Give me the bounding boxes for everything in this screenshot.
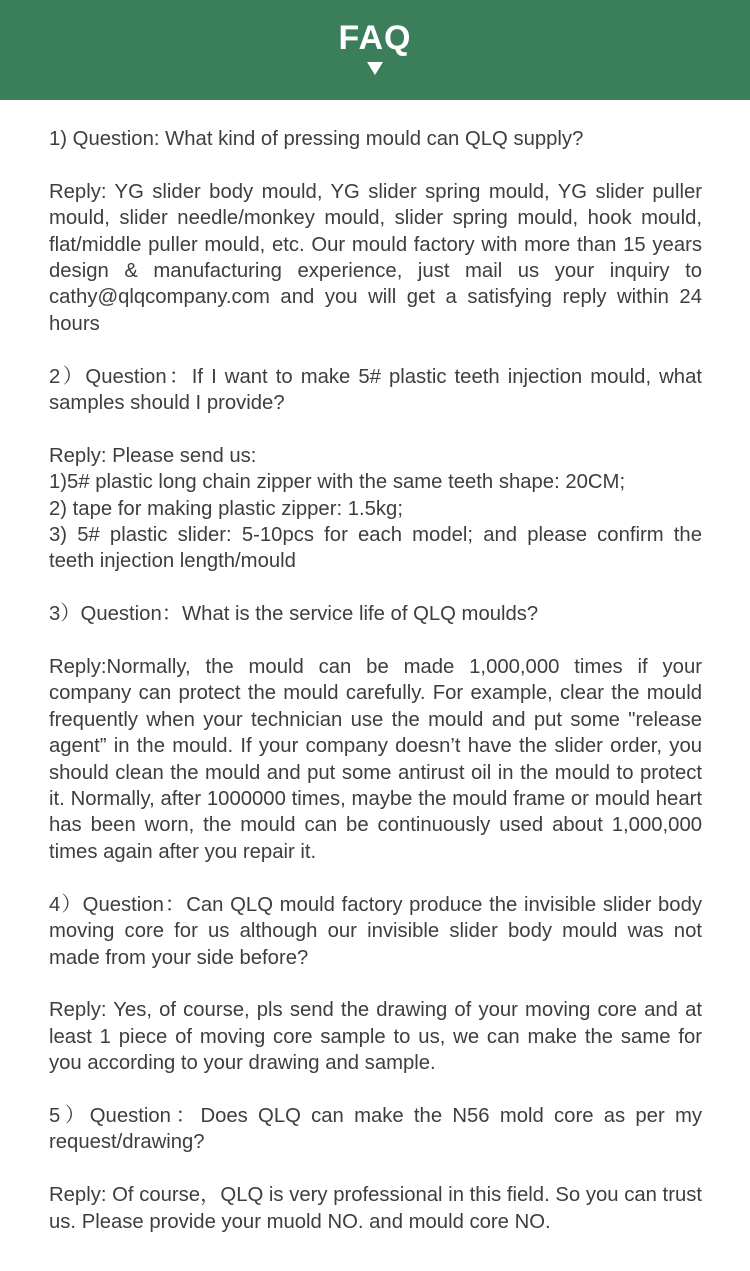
faq-header — [0, 0, 750, 100]
faq-content — [49, 100, 702, 1235]
faq-item-4 — [49, 892, 702, 1077]
faq-reply-3: Reply:Normally, the mould can be made 1,000,000 times if your company can protect the mould carefully. For example, clear the mould frequently when your technician use the mould and put some "release agent” in the mould. If your company doesn’t have the slider order, you should clean the mould and put some antirust oil in the mould to protect it. Normally, after 1000000 times, maybe the mould frame or mould heart has been worn, the mould can be continuously used about 1,000,000 times again after you repair it. — [49, 656, 702, 863]
faq-item-1 — [49, 126, 702, 337]
faq-reply-1: Reply: YG slider body mould, YG slider spring mould, YG slider puller mould, slider needle/monkey mould, slider spring mould, hook mould, flat/middle puller mould, etc. Our mould factory with more than 15 years design & manufacturing experience, just mail us your inquiry to cathy@qlqcompany.com and you will get a satisfying reply within 24 hours — [49, 180, 702, 335]
faq-reply-2-line-4: 3) 5# plastic slider: 5-10pcs for each model; and please confirm the teeth injection length/mould — [49, 524, 702, 573]
triangle-down-icon — [367, 62, 383, 75]
faq-question-1: 1) Question: What kind of pressing mould can QLQ supply? — [49, 128, 584, 150]
faq-question-5: 5）Question：Does QLQ can make the N56 mold core as per my request/drawing? — [49, 1104, 702, 1154]
faq-reply-2-line-1: Reply: Please send us: — [49, 444, 257, 467]
faq-reply-2-line-3: 2) tape for making plastic zipper: 1.5kg; — [49, 497, 403, 520]
faq-reply-5: Reply: Of course，QLQ is very professional in this field. So you can trust us. Please provide your muold NO. and mould core NO. — [49, 1184, 702, 1233]
faq-reply-4: Reply: Yes, of course, pls send the drawing of your moving core and at least 1 piece of moving core sample to us, we can make the same for you according to your drawing and sample. — [49, 999, 702, 1075]
faq-question-4: 4）Question：Can QLQ mould factory produce the invisible slider body moving core for us although our invisible slider body mould was not made from your side before? — [49, 893, 702, 969]
faq-question-3: 3）Question：What is the service life of QLQ moulds? — [49, 603, 539, 626]
faq-reply-2-line-2: 1)5# plastic long chain zipper with the same teeth shape: 20CM; — [49, 471, 626, 494]
faq-item-5 — [49, 1103, 702, 1235]
faq-item-2 — [49, 364, 702, 575]
faq-item-3 — [49, 601, 702, 865]
faq-question-2: 2）Question：If I want to make 5# plastic teeth injection mould, what samples should I provide? — [49, 365, 702, 415]
page-title: FAQ — [338, 19, 412, 57]
faq-reply-2 — [49, 443, 702, 575]
